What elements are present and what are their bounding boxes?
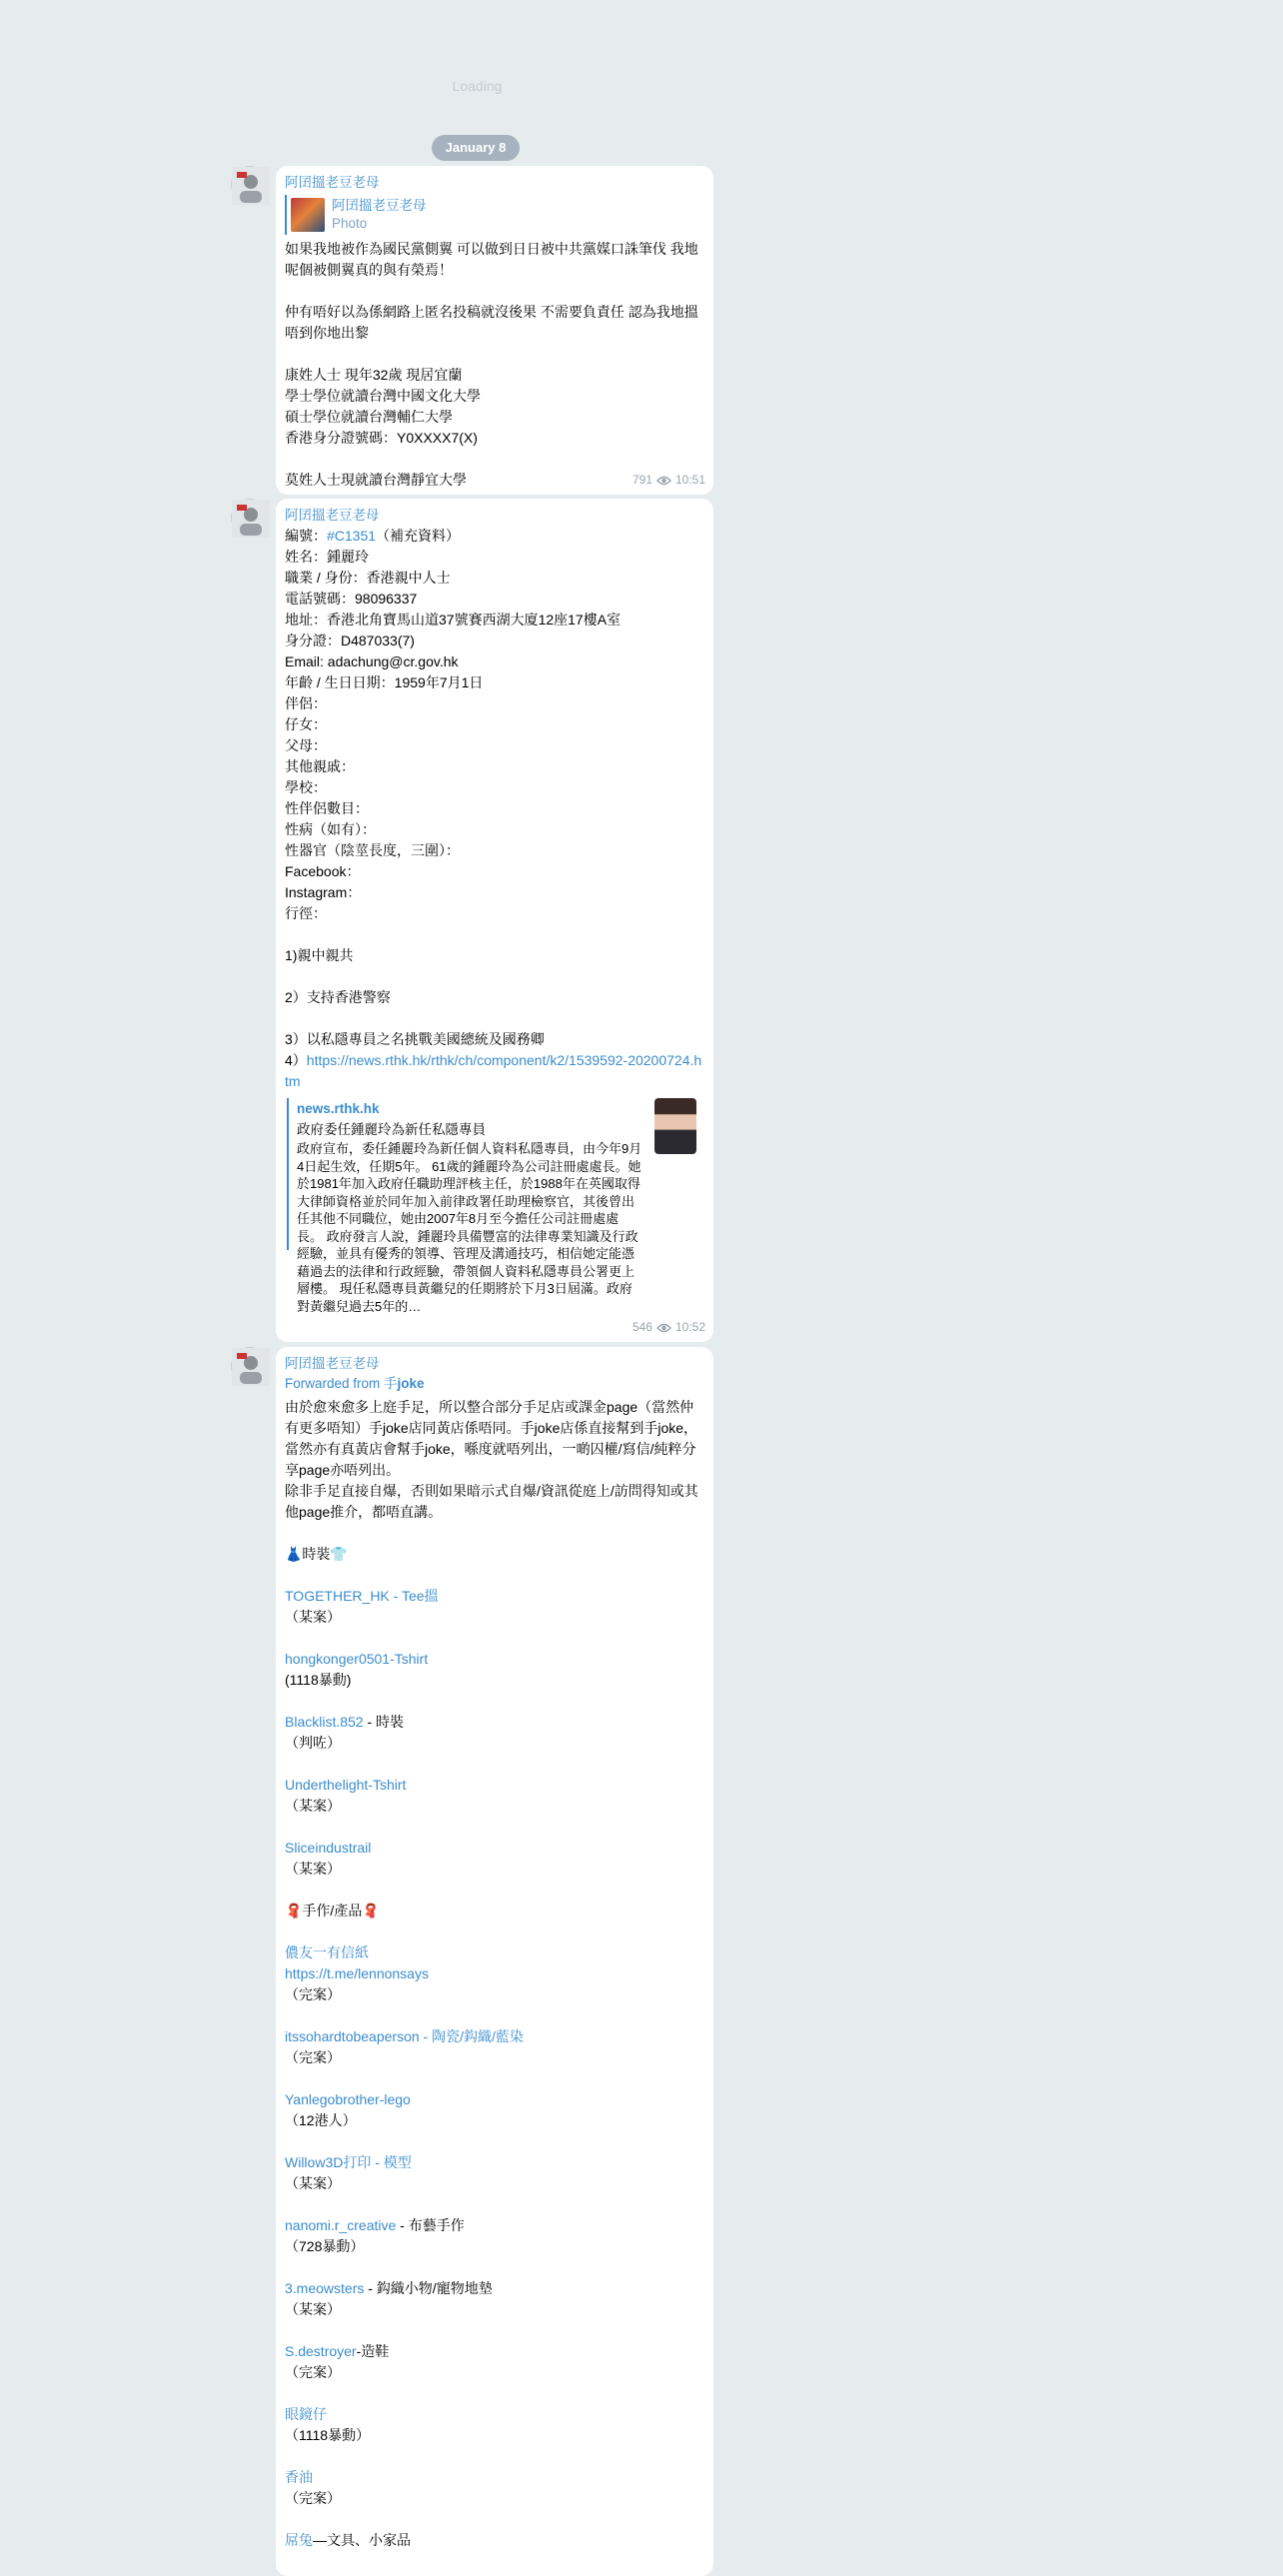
hashtag-link[interactable]: #C1351	[327, 528, 377, 544]
view-count: 546	[632, 1320, 652, 1334]
spacer	[285, 2005, 704, 2026]
spacer	[285, 1628, 704, 1649]
preview-image	[654, 1098, 696, 1154]
case-note: （某案）	[285, 1609, 341, 1625]
shop-entry	[285, 1942, 704, 1963]
spacer	[285, 2194, 704, 2215]
shop-link[interactable]: Yanlegobrother-lego	[285, 2091, 411, 2107]
shop-description: -造鞋	[356, 2343, 390, 2359]
item-number: 4）	[285, 1052, 307, 1068]
spacer	[285, 1691, 704, 1712]
case-note: （某案）	[285, 2175, 341, 2191]
shop-entry	[285, 2530, 704, 2551]
url-link[interactable]: https://news.rthk.hk/rthk/ch/component/k2/1539592-20200724.htm	[285, 1052, 702, 1089]
message-bubble[interactable]	[276, 166, 713, 495]
message-link-line	[285, 1050, 704, 1092]
spacer	[285, 2509, 704, 2530]
sender-name[interactable]: 阿囝搵老豆老母	[285, 1356, 380, 1371]
case-note: （完案）	[285, 1986, 341, 2002]
shop-link[interactable]: Underthelight-Tshirt	[285, 1777, 407, 1793]
message-code-line	[285, 526, 704, 547]
spacer	[285, 2320, 704, 2341]
shop-link[interactable]: hongkonger0501-Tshirt	[285, 1651, 429, 1667]
preview-title: 政府委任鍾麗玲為新任私隱專員	[297, 1122, 486, 1137]
sender-avatar[interactable]	[231, 1347, 269, 1385]
shop-link[interactable]: 儂友一有信紙	[285, 1944, 369, 1960]
spacer	[285, 2068, 704, 2089]
reply-type: Photo	[332, 216, 368, 231]
message-text: 姓名：鍾麗玲 職業 / 身份：香港親中人士 電話號碼：98096337 地址：香港北角寶馬山道37號賽西湖大廈12座17樓A室 身分證：D487033(7) Email: adachung@cr.gov.hk 年齡 / 生日日期：1959年7月1日 伴侶： 仔女： 父母： 其他親戚： 學校： 性伴侶數目： 性病（如有）： 性器官（陰莖長度，三圍）： Facebook： Instagram： 行徑： 1)親中親共 2）支持香港警察 3）以私隱專員之名挑戰美國總統及國務卿	[285, 549, 622, 1047]
reply-sender: 阿囝搵老豆老母	[332, 198, 427, 213]
shop-link[interactable]: Sliceindustrail	[285, 1840, 372, 1856]
category-heading: 👗時裝👕	[285, 1546, 348, 1562]
case-note: （完案）	[285, 2364, 341, 2380]
case-note: （完案）	[285, 2490, 341, 2506]
shop-entry	[285, 2404, 704, 2425]
forwarded-label: Forwarded from 手	[285, 1376, 398, 1391]
shop-link[interactable]: 3.meowsters	[285, 2280, 365, 2296]
shop-link[interactable]: itssohardtobeaperson - 陶瓷/鈎織/藍染	[285, 2028, 524, 2044]
message-text: 如果我地被作為國民黨側翼 可以做到日日被中共黨媒口誅筆伐 我地呢個被側翼真的與有榮焉！ 仲有唔好以為係網路上匿名投稿就沒後果 不需要負責任 認為我地搵唔到你地出黎 康姓人士 現年32歲 現居宜蘭 學士學位就讀台灣中國文化大學 碩士學位就讀台灣輔仁大學 香港身分證號碼：Y0XXXX7(X) 莫姓人士現就讀台灣靜宜大學	[285, 241, 698, 488]
shop-link[interactable]: nanomi.r_creative	[285, 2217, 397, 2233]
shop-link[interactable]: S.destroyer	[285, 2343, 357, 2359]
case-note: （某案）	[285, 1798, 341, 1814]
message-time: 10:51	[674, 473, 705, 487]
preview-description: 政府宣布，委任鍾麗玲為新任個人資料私隱專員，由今年9月4日起生效，任期5年。 61歲的鍾麗玲為公司註冊處處長。她於1981年加入政府任職助理評核主任，於1988年在英國取得大律師資格並於同年加入前律政署任助理檢察官，其後曾出任其他不同職位，她由2007年8月至今擔任公司註冊處處長。 政府發言人說，鍾麗玲具備豐富的法律專業知識及行政經驗，並具有優秀的領導、管理及溝通技巧，相信她定能憑藉過去的法律和行政經驗，帶領個人資料私隱專員公署更上層樓。 現任私隱專員黃繼兒的任期將於下月3日屆滿。政府對黃繼兒過去5年的…	[297, 1141, 642, 1314]
spacer	[285, 1565, 704, 1586]
shop-description: —文具、小家品	[313, 2532, 411, 2548]
shop-link[interactable]: 香油	[285, 2469, 313, 2485]
forwarded-from[interactable]	[285, 1374, 704, 1394]
shop-link[interactable]: Blacklist.852	[285, 1714, 364, 1730]
shop-entry	[285, 2215, 704, 2236]
code-suffix: （補充資料）	[376, 528, 461, 544]
shop-link[interactable]: 屌兔	[285, 2532, 313, 2548]
avatar-image	[232, 500, 270, 538]
case-note: （1118暴動）	[285, 2427, 371, 2443]
shop-description: - 時裝	[363, 1714, 405, 1730]
date-separator: January 8	[432, 135, 520, 161]
message-meta	[633, 1317, 705, 1338]
shop-description: - 鈎織小物/寵物地墊	[364, 2280, 493, 2296]
spacer	[285, 2257, 704, 2278]
spacer	[285, 1754, 704, 1775]
category-heading: 🧣手作/產品🧣	[285, 1903, 380, 1919]
case-note: （某案）	[285, 1861, 341, 1877]
case-note: （728暴動）	[285, 2238, 365, 2254]
avatar-image	[232, 167, 270, 205]
reply-thumbnail	[291, 198, 325, 232]
shop-url-link[interactable]: https://t.me/lennonsays	[285, 1965, 429, 1981]
code-label: 編號：	[285, 528, 327, 544]
shop-entry	[285, 1712, 704, 1733]
message-time: 10:52	[674, 1320, 705, 1334]
shop-entry	[285, 2089, 704, 2110]
shop-description: - 布藝手作	[396, 2217, 465, 2233]
shop-link[interactable]: Willow3D打印 - 模型	[285, 2154, 412, 2170]
shop-entry	[285, 2026, 704, 2047]
shop-entry	[285, 2152, 704, 2173]
shop-link[interactable]: 眼鏡仔	[285, 2406, 327, 2422]
shop-entry	[285, 2278, 704, 2299]
spacer	[285, 1817, 704, 1838]
shop-list-fashion	[285, 1565, 704, 1880]
forwarded-source[interactable]: joke	[397, 1376, 425, 1391]
spacer	[285, 2383, 704, 2404]
view-count: 791	[632, 473, 652, 487]
case-note: (1118暴動)	[285, 1672, 352, 1688]
link-preview[interactable]	[287, 1098, 704, 1314]
shop-entry	[285, 2467, 704, 2488]
shop-link[interactable]: TOGETHER_HK - Tee搵	[285, 1588, 439, 1604]
sender-name[interactable]: 阿囝搵老豆老母	[285, 175, 380, 190]
case-note: （判咗）	[285, 1735, 341, 1751]
spacer	[285, 1922, 704, 1942]
message-intro: 由於愈來愈多上庭手足，所以整合部分手足店或課金page（當然仲有更多唔知）手joke店同黃店係唔同。手joke店係直接幫到手joke，當然亦有真黃店會幫手joke，喺度就唔列出，一啲囚權/寫信/純粹分享page亦唔列出。 除非手足直接自爆，否則如果暗示式自爆/資訊從庭上/訪問得知或其他page推介，都唔直講。	[285, 1399, 698, 1520]
sender-name[interactable]: 阿囝搵老豆老母	[285, 508, 380, 523]
case-note: （12港人）	[285, 2112, 357, 2128]
spacer	[285, 2131, 704, 2152]
shop-entry	[285, 1649, 704, 1670]
eye-icon	[656, 476, 671, 486]
loading-indicator: Loading	[452, 78, 503, 94]
case-note: （完案）	[285, 2049, 341, 2065]
spacer	[285, 2446, 704, 2467]
preview-site-name: news.rthk.hk	[297, 1101, 380, 1116]
message-meta	[633, 470, 705, 491]
shop-entry	[285, 1775, 704, 1796]
shop-entry	[285, 2341, 704, 2362]
sender-avatar[interactable]	[231, 499, 269, 537]
eye-icon	[656, 1323, 671, 1333]
shop-list-handmade	[285, 1922, 704, 2551]
avatar-image	[232, 1348, 270, 1386]
message-bubble[interactable]	[276, 1347, 713, 2576]
shop-entry	[285, 1586, 704, 1607]
message-bubble[interactable]	[276, 499, 713, 1342]
sender-avatar[interactable]	[231, 166, 269, 204]
reply-quote[interactable]	[285, 195, 704, 235]
case-note: （某案）	[285, 2301, 341, 2317]
shop-entry	[285, 1838, 704, 1859]
